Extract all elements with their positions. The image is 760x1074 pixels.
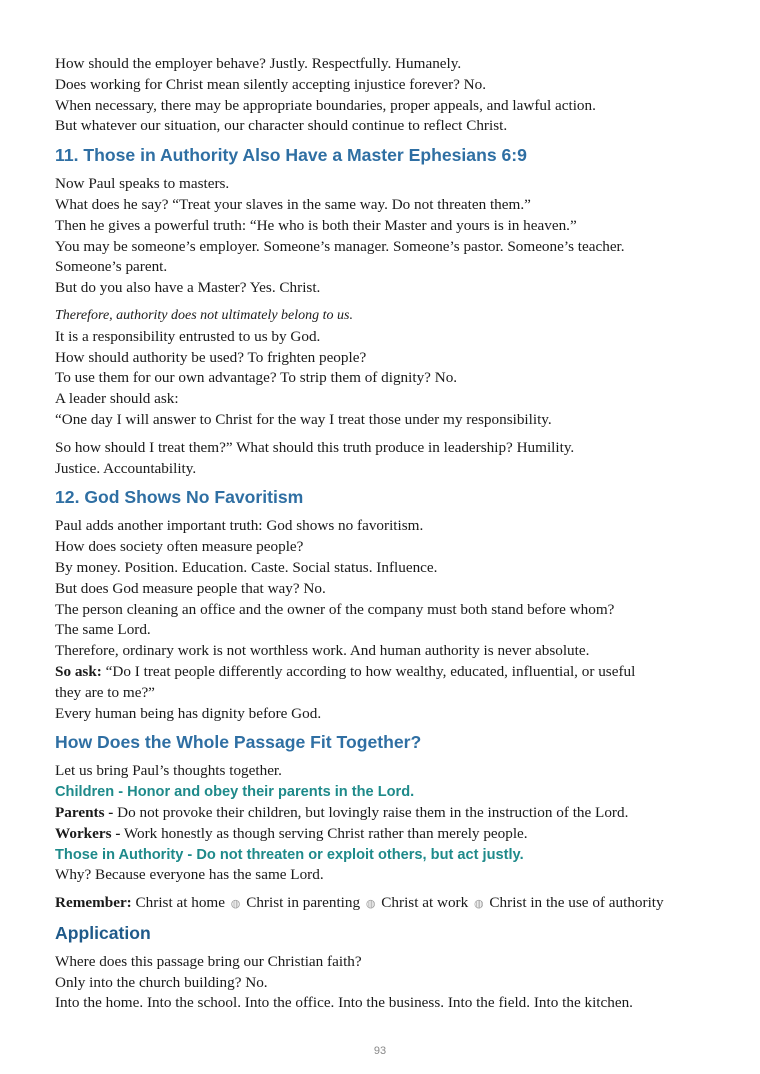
text-line: How should authority be used? To frighten people? [55, 348, 367, 366]
section-11-paragraph-3 [55, 438, 735, 480]
text-line: Let us bring Paul’s thoughts together. [55, 762, 282, 780]
text-line: How should the employer behave? Justly. Respectfully. Humanely. [55, 55, 462, 72]
italic-line: Therefore, authority does not ultimately belong to us. [55, 307, 353, 323]
text-line: A leader should ask: [55, 390, 179, 408]
text-line: By money. Position. Education. Caste. Social status. Influence. [55, 558, 438, 576]
text-line: Someone’s parent. [55, 258, 168, 276]
parents-label: Parents - [55, 803, 114, 821]
text-line: Where does this passage bring our Christian faith? [55, 952, 362, 970]
authority-line: Those in Authority - Do not threaten or exploit others, but act justly. [55, 846, 524, 863]
workers-label: Workers - [55, 824, 121, 842]
text-line: Every human being has dignity before God. [55, 704, 322, 722]
ask-label: So ask: [55, 662, 102, 680]
text-line: Only into the church building? No. [55, 973, 268, 991]
text-line: Justice. Accountability. [55, 459, 197, 477]
text-line: Therefore, ordinary work is not worthless work. And human authority is never absolute. [55, 642, 590, 660]
parents-text: Do not provoke their children, but lovingly raise them in the instruction of the Lord. [113, 803, 629, 821]
application-paragraph [55, 952, 735, 1014]
children-line: Children - Honor and obey their parents in the Lord. [55, 784, 415, 801]
separator-icon: ◍ [230, 898, 241, 911]
text-line: What does he say? “Treat your slaves in the same way. Do not threaten them.” [55, 195, 531, 213]
workers-text: Work honestly as though serving Christ rather than merely people. [120, 824, 528, 842]
remember-item: Christ at work [381, 894, 469, 912]
remember-line [55, 893, 735, 915]
ask-line [55, 662, 735, 683]
application-heading: Application [55, 922, 151, 943]
text-line: But does God measure people that way? No. [55, 579, 326, 597]
whole-passage-heading: How Does the Whole Passage Fit Together? [55, 732, 422, 753]
text-line: You may be someone’s employer. Someone’s manager. Someone’s pastor. Someone’s teacher. [55, 237, 625, 255]
remember-item: Christ in parenting [246, 894, 361, 912]
section-11-heading: 11. Those in Authority Also Have a Master Ephesians 6:9 [55, 145, 527, 166]
text-line: Why? Because everyone has the same Lord. [55, 866, 324, 884]
separator-icon: ◍ [365, 898, 376, 911]
section-11-paragraph-1 [55, 174, 735, 299]
parents-line [55, 803, 735, 824]
text-line: But whatever our situation, our character should continue to reflect Christ. [55, 117, 508, 135]
section-12-heading: 12. God Shows No Favoritism [55, 487, 304, 508]
page-content [55, 54, 735, 1014]
whole-passage-paragraph [55, 761, 735, 886]
intro-paragraph [55, 54, 735, 137]
text-line: It is a responsibility entrusted to us by God. [55, 327, 321, 345]
text-line: Then he gives a powerful truth: “He who is both their Master and yours is in heaven.” [55, 216, 577, 234]
text-line: Into the home. Into the school. Into the office. Into the business. Into the field. Into the kitchen. [55, 994, 633, 1012]
text-line: Now Paul speaks to masters. [55, 175, 230, 193]
text-line: But do you also have a Master? Yes. Christ. [55, 279, 321, 297]
text-line: Paul adds another important truth: God shows no favoritism. [55, 517, 424, 535]
text-line: The same Lord. [55, 621, 151, 639]
workers-line [55, 824, 735, 845]
text-line: “One day I will answer to Christ for the way I treat those under my responsibility. [55, 410, 552, 428]
page-number: 93 [373, 1045, 387, 1057]
text-line: How does society often measure people? [55, 538, 304, 556]
text-line: they are to me?” [55, 683, 155, 701]
remember-item: Christ in the use of authority [489, 894, 664, 912]
separator-icon: ◍ [474, 898, 484, 911]
remember-item: Christ at home [135, 894, 225, 912]
section-12-paragraph [55, 516, 735, 724]
text-line: So how should I treat them?” What should this truth produce in leadership? Humility. [55, 438, 575, 456]
text-line: The person cleaning an office and the owner of the company must both stand before whom? [55, 600, 615, 618]
text-line: Does working for Christ mean silently accepting injustice forever? No. [55, 75, 487, 93]
text-line: When necessary, there may be appropriate boundaries, proper appeals, and lawful action. [55, 96, 596, 114]
text-line: To use them for our own advantage? To strip them of dignity? No. [55, 369, 458, 387]
remember-label: Remember: [55, 894, 132, 912]
section-11-paragraph-2 [55, 306, 735, 431]
ask-text: “Do I treat people differently according to how wealthy, educated, influential, or useful [101, 662, 636, 680]
